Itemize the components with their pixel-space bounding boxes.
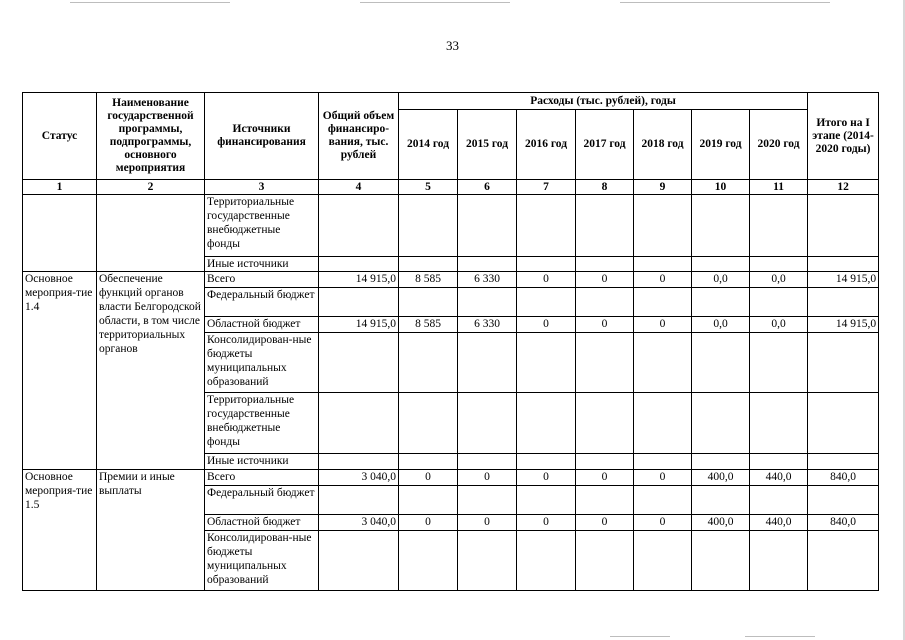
column-number: 4 (319, 180, 399, 195)
value-cell: 840,0 (808, 515, 879, 531)
value-cell: 0 (576, 515, 634, 531)
value-cell: 0 (399, 515, 458, 531)
source-cell: Областной бюджет (205, 515, 319, 531)
value-cell: 0,0 (692, 272, 750, 288)
value-cell: 14 915,0 (319, 272, 399, 288)
source-cell: Федеральный бюджет (205, 486, 319, 515)
column-number: 1 (23, 180, 97, 195)
value-cell: 400,0 (692, 470, 750, 486)
table-row (23, 195, 879, 257)
name-cell (97, 195, 205, 272)
header-year: 2019 год (692, 110, 750, 180)
source-cell: Территориальные государственные внебюджетные фонды (205, 393, 319, 454)
source-cell: Федеральный бюджет (205, 288, 319, 317)
value-cell: 0 (576, 470, 634, 486)
status-cell (23, 195, 97, 272)
scan-artifact-line (610, 636, 670, 637)
source-cell: Консолидирован-ные бюджеты муниципальных образований (205, 531, 319, 591)
name-cell: Премии и иные выплаты (97, 470, 205, 591)
value-cell: 0 (634, 470, 692, 486)
column-number: 8 (576, 180, 634, 195)
source-cell: Иные источники (205, 454, 319, 470)
header-total: Общий объем финансиро-вания, тыс. рублей (319, 93, 399, 180)
value-cell: 6 330 (458, 317, 517, 333)
budget-table (22, 92, 879, 591)
table-header (23, 93, 879, 195)
page-number: 33 (446, 38, 459, 53)
value-cell: 0,0 (750, 272, 808, 288)
header-year: 2018 год (634, 110, 692, 180)
header-status: Статус (23, 93, 97, 180)
value-cell: 0 (517, 317, 576, 333)
column-number: 6 (458, 180, 517, 195)
header-year: 2020 год (750, 110, 808, 180)
source-cell: Иные источники (205, 257, 319, 272)
value-cell: 14 915,0 (808, 272, 879, 288)
value-cell: 840,0 (808, 470, 879, 486)
source-cell: Территориальные государственные внебюджетные фонды (205, 195, 319, 257)
column-number: 5 (399, 180, 458, 195)
name-cell: Обеспечение функций органов власти Белгородской области, в том числе территориальных органов (97, 272, 205, 470)
source-cell: Консолидирован-ные бюджеты муниципальных образований (205, 333, 319, 393)
value-cell: 3 040,0 (319, 515, 399, 531)
value-cell: 0 (576, 317, 634, 333)
value-cell: 0 (576, 272, 634, 288)
value-cell: 0 (517, 470, 576, 486)
scan-artifact-line (360, 2, 510, 3)
column-number: 10 (692, 180, 750, 195)
value-cell: 0,0 (692, 317, 750, 333)
header-stage-total: Итого на I этапе (2014-2020 годы) (808, 93, 879, 180)
value-cell: 0 (399, 470, 458, 486)
source-cell: Всего (205, 470, 319, 486)
header-year: 2016 год (517, 110, 576, 180)
status-cell: Основное мероприя-тие 1.4 (23, 272, 97, 470)
value-cell: 3 040,0 (319, 470, 399, 486)
value-cell: 440,0 (750, 515, 808, 531)
column-number: 11 (750, 180, 808, 195)
value-cell: 400,0 (692, 515, 750, 531)
column-number: 2 (97, 180, 205, 195)
value-cell: 8 585 (399, 272, 458, 288)
scan-artifact-line (745, 636, 815, 637)
scan-artifact-line (70, 2, 230, 3)
value-cell: 0 (458, 470, 517, 486)
value-cell: 0 (517, 515, 576, 531)
value-cell: 0 (458, 515, 517, 531)
header-year: 2015 год (458, 110, 517, 180)
table-row (23, 470, 879, 486)
value-cell: 14 915,0 (808, 317, 879, 333)
source-cell: Всего (205, 272, 319, 288)
column-number: 3 (205, 180, 319, 195)
value-cell: 0 (517, 272, 576, 288)
value-cell: 8 585 (399, 317, 458, 333)
header-year: 2014 год (399, 110, 458, 180)
value-cell: 0 (634, 515, 692, 531)
column-number-row (23, 180, 879, 195)
column-number: 7 (517, 180, 576, 195)
header-sources: Источники финансирования (205, 93, 319, 180)
table-row (23, 272, 879, 288)
value-cell: 0,0 (750, 317, 808, 333)
header-year: 2017 год (576, 110, 634, 180)
value-cell: 440,0 (750, 470, 808, 486)
header-name: Наименование государственной программы, подпрограммы, основного мероприятия (97, 93, 205, 180)
scan-artifact-line (620, 2, 830, 3)
status-cell: Основное мероприя-тие 1.5 (23, 470, 97, 591)
value-cell: 0 (634, 272, 692, 288)
column-number: 12 (808, 180, 879, 195)
value-cell: 0 (634, 317, 692, 333)
column-number: 9 (634, 180, 692, 195)
header-expenses: Расходы (тыс. рублей), годы (399, 93, 808, 110)
value-cell: 14 915,0 (319, 317, 399, 333)
source-cell: Областной бюджет (205, 317, 319, 333)
value-cell: 6 330 (458, 272, 517, 288)
